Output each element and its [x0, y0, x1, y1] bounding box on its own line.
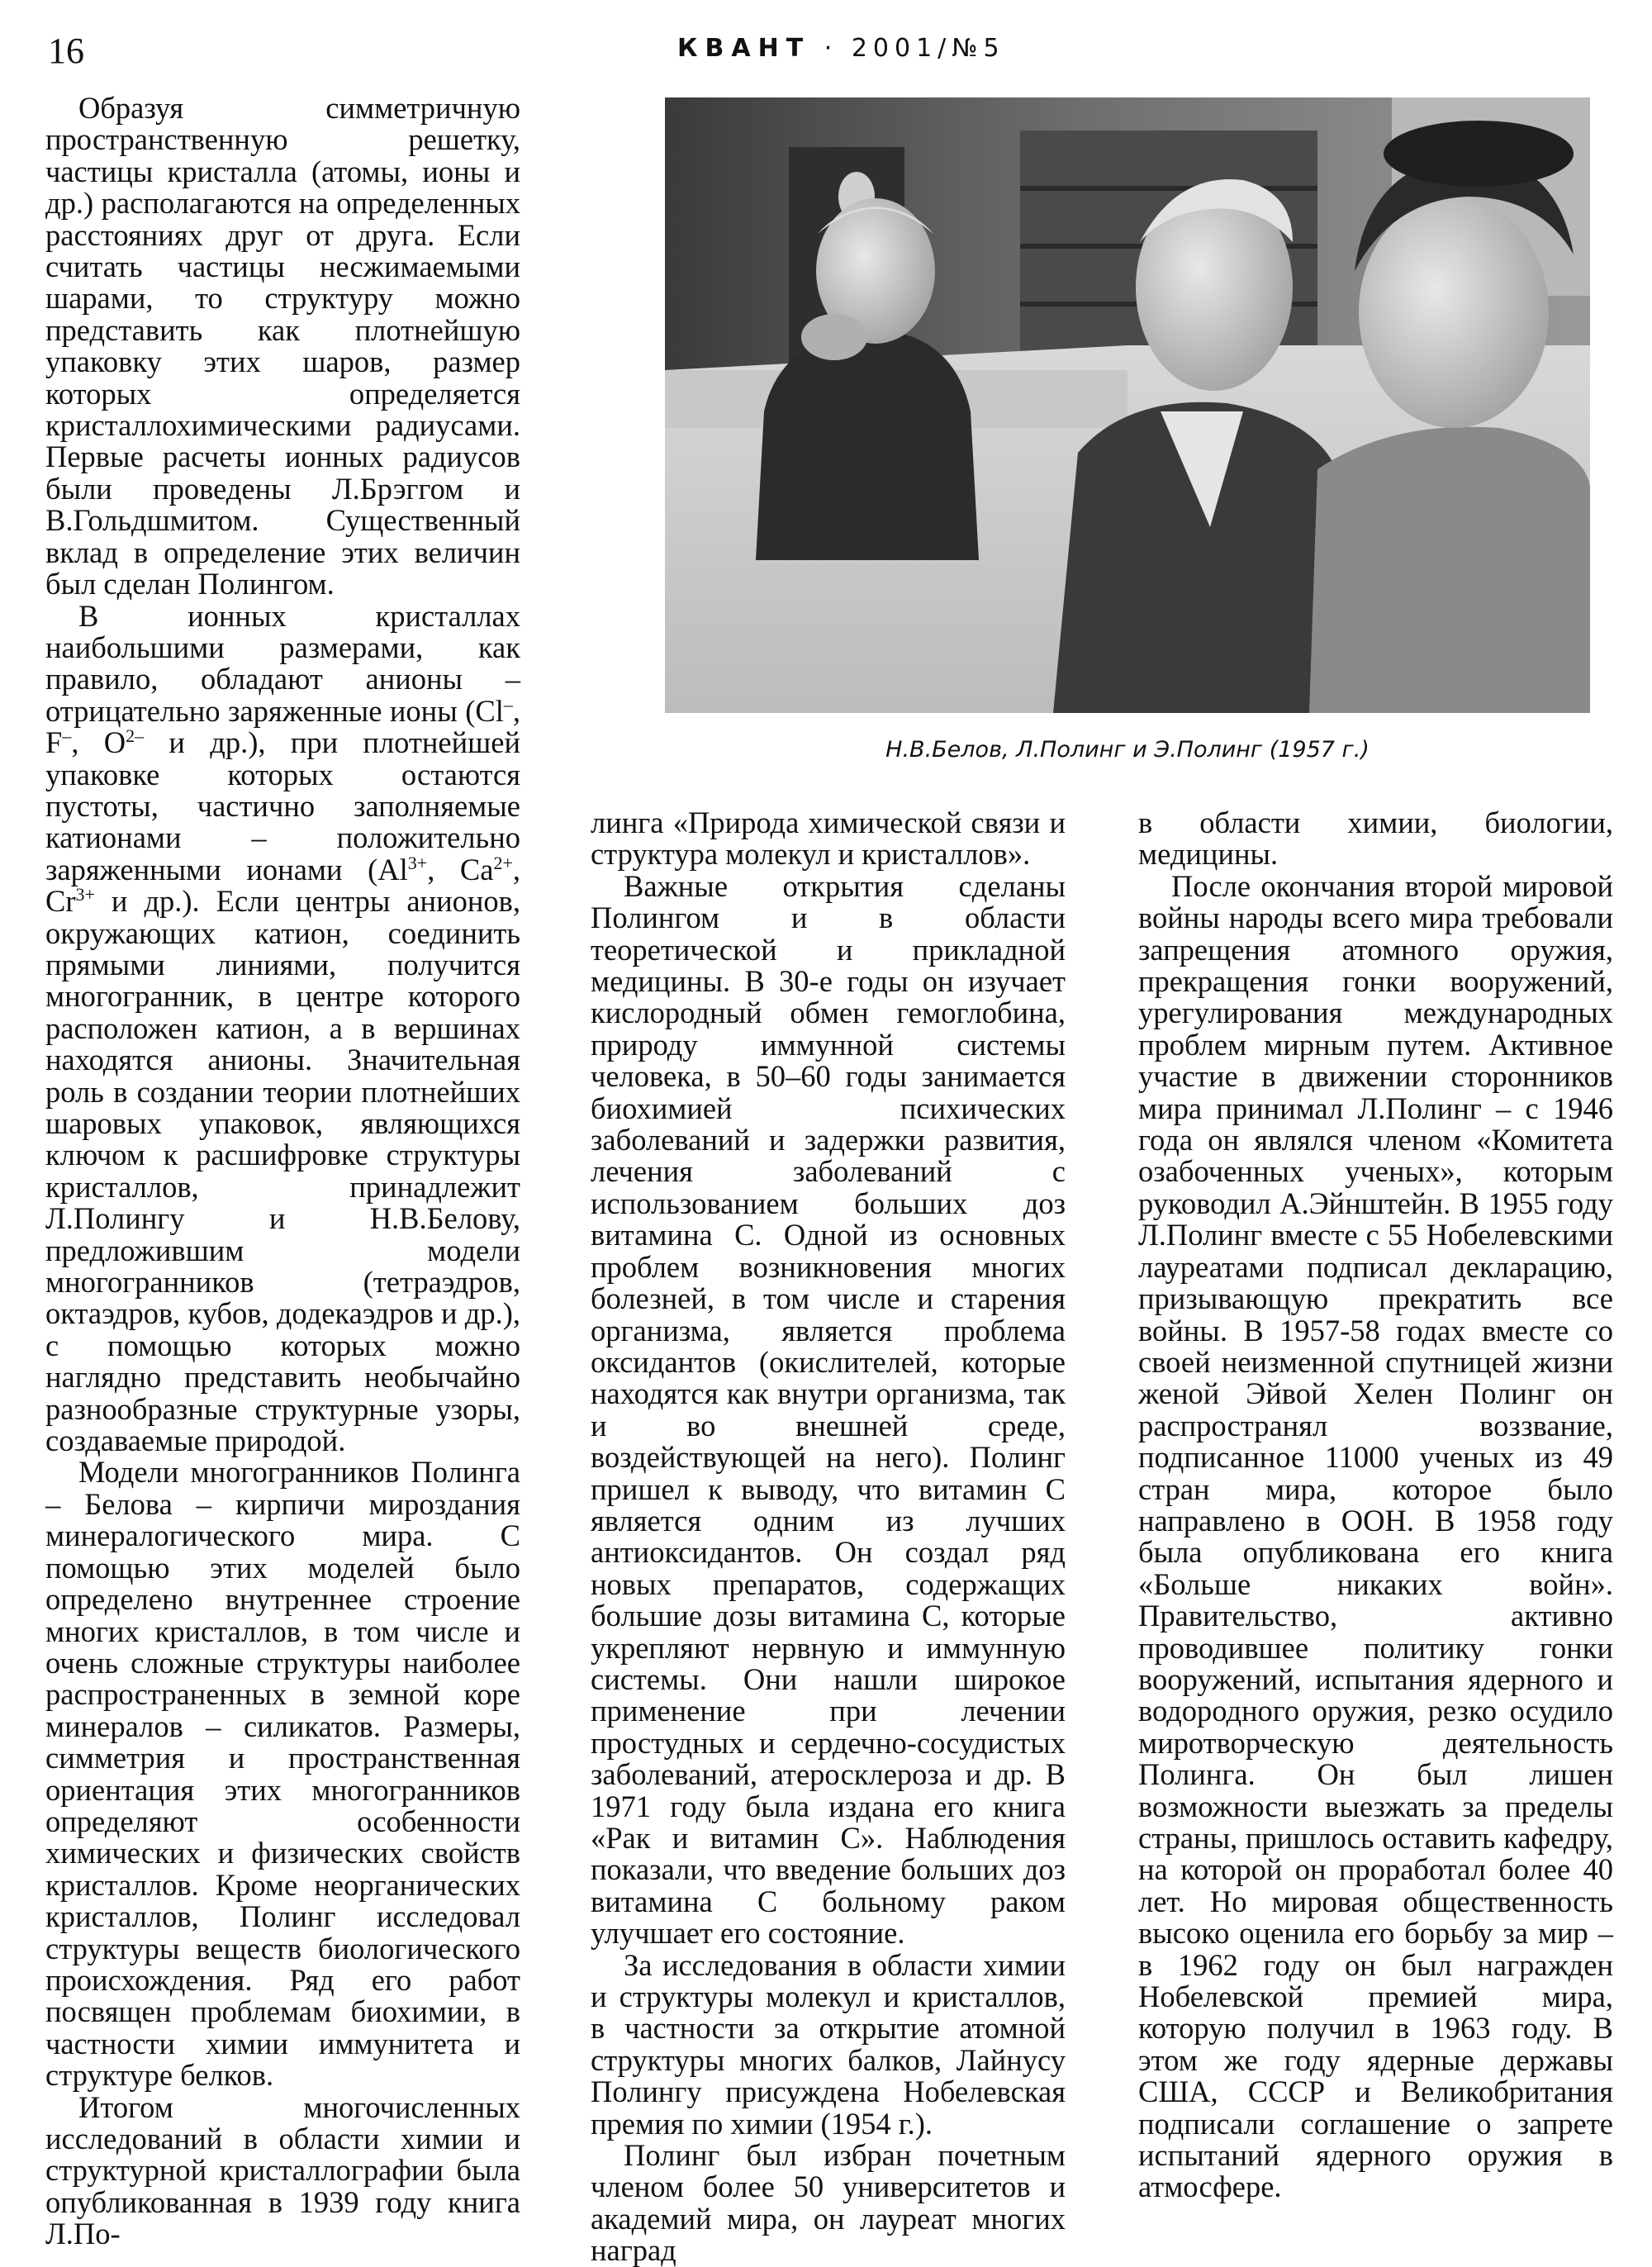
photo-image: [665, 97, 1590, 713]
paragraph: линга «Природа химической связи и структура молекул и кристаллов».: [591, 806, 1066, 872]
page-number: 16: [48, 31, 84, 71]
paragraph: За исследования в области химии и структуры молекул и кристаллов, в частности за открытие атомной структуры многих балков, Лайнусу Полингу присуждена Нобелевская премия по химии (1954 г.).: [591, 1947, 1066, 2141]
superscript: 2–: [126, 725, 145, 746]
superscript: 2+: [493, 852, 513, 873]
superscript: –: [62, 725, 72, 746]
running-head-separator: ·: [824, 34, 838, 63]
paragraph: Важные открытия сделаны Полингом и в области теоретической и прикладной медицины. В 30-е годы он изучает кислородный обмен гемоглобина, природу иммунной системы человека, в 50–60 годы занимается биохимией психических заболеваний и задержки развития, лечения заболеваний с использованием больших доз витамина С. Одной из основных проблем возникновения многих болезней, в том числе и старения организма, является проблема оксидантов (окислителей, которые находятся как внутри организма, так и во внешней среде, воздействующей на него). Полинг пришел к выводу, что витамин С является одним из лучших антиоксидантов. Он создал ряд новых препаратов, содержащих большие дозы витамина С, которые укрепляют нервную и иммунную системы. Они нашли широкое применение при лечении простудных и сердечно-сосудистых заболеваний, атеросклероза и др. В 1971 году была издана его книга «Рак и витамин С». Наблюдения показали, что введение больших доз витамина С больному раком улучшает его состояние.: [591, 868, 1066, 1951]
text-column-1: [45, 93, 520, 2250]
magazine-title: КВАНТ: [677, 34, 811, 63]
paragraph: Итогом многочисленных исследований в области химии и структурной кристаллографии была опубликованная в 1939 году книга Л.По-: [45, 2089, 520, 2251]
text-run: , Ca: [427, 852, 494, 886]
paragraph: После окончания второй мировой войны народы всего мира требовали запрещения атомного оружия, прекращения гонки вооружений, урегулирования международных проблем мирным путем. Активное участие в движении сторонников мира принимал Л.Полинг – с 1946 года он являлся членом «Комитета озабоченных ученых», которым руководил А.Эйнштейн. В 1955 году Л.Полинг вместе с 55 Нобелевскими лауреатами подписал декларацию, призывающую прекратить все войны. В 1957-58 годах вместе со своей неизменной спутницей жизни женой Эйвой Хелен Полинг он распространял воззвание, подписанное 11000 ученых из 49 стран мира, которое было направлено в ООН. В 1958 году была опубликована его книга «Больше никаких войн». Правительство, активно проводившее политику гонки вооружений, испытания ядерного и водородного оружия, резко осудило миротворческую деятельность Полинга. Он был лишен возможности выезжать за пределы страны, пришлось оставить кафедру, на которой он проработал более 40 лет. Но мировая общественность высоко оценила его борьбу за мир – в 1962 году он был награжден Нобелевской премией мира, которую получил в 1963 году. В этом же году ядерные державы США, СССР и Великобритания подписали соглашение о запрете испытаний ядерного оружия в атмосфере.: [1138, 868, 1613, 2204]
paragraph: Модели многогранников Полинга – Белова – кирпичи мироздания минералогического мира. С помощью этих моделей было определено внутреннее строение многих кристаллов, в том числе и очень сложные структуры наиболее распространенных в земной коре минералов – силикатов. Размеры, симметрия и пространственная ориентация этих многогранников определяют особенности химических и физических свойств кристаллов. Кроме неорганических кристаллов, Полинг исследовал структуры веществ биологического происхождения. Ряд его работ посвящен проблемам биохимии, в частности химии иммунитета и структуре белков.: [45, 1455, 520, 2093]
text-column-3: [1138, 807, 1613, 2203]
text-run: В ионных кристаллах наибольшими размерами, как правило, обладают анионы – отрицательно заряженные ионы (Cl: [45, 598, 520, 728]
superscript: –: [503, 693, 513, 715]
photo-caption: Н.В.Белов, Л.Полинг и Э.Полинг (1957 г.): [885, 737, 1370, 763]
issue-number: 2001/№5: [851, 34, 1005, 63]
text-run: , F: [45, 693, 520, 760]
superscript: 3+: [75, 884, 95, 905]
paragraph: Образуя симметричную пространственную решетку, частицы кристалла (атомы, ионы и др.) располагаются на определенных расстояниях друг от друга. Если считать частицы несжимаемыми шарами, то структуру можно представить как плотнейшую упаковку этих шаров, размер которых определяется кристаллохимическими радиусами. Первые расчеты ионных радиусов были проведены Л.Брэггом и В.Гольдшмитом. Существенный вклад в определение этих величин был сделан Полингом.: [45, 91, 520, 601]
superscript: 3+: [407, 852, 428, 873]
text-column-2: [591, 807, 1066, 2267]
text-run: , O: [71, 725, 126, 760]
paragraph: Полинг был избран почетным членом более 50 университетов и академий мира, он лауреат многих наград: [591, 2138, 1066, 2267]
text-run: и др.), при плотнейшей упаковке которых остаются пустоты, частично заполняемые катионами – положительно заряженными ионами (Al: [45, 725, 520, 886]
running-head: [677, 36, 1005, 61]
paragraph: [45, 598, 520, 1458]
photo: [665, 97, 1590, 713]
text-run: и др.). Если центры анионов, окружающих катион, соединить прямыми линиями, получится многогранник, в центре которого расположен катион, а в вершинах находятся анионы. Значительная роль в создании теории плотнейших шаровых упаковок, являющихся ключом к расшифровке структуры кристаллов, принадлежит Л.Полингу и Н.В.Белову, предложившим модели многогранников (тетраэдров, октаэдров, кубов, додекаэдров и др.), с помощью которых можно наглядно представить необычайно разнообразные структурные узоры, создаваемые природой.: [45, 884, 520, 1458]
text-run: , Cr: [45, 852, 520, 919]
paragraph: в области химии, биологии, медицины.: [1138, 806, 1613, 872]
